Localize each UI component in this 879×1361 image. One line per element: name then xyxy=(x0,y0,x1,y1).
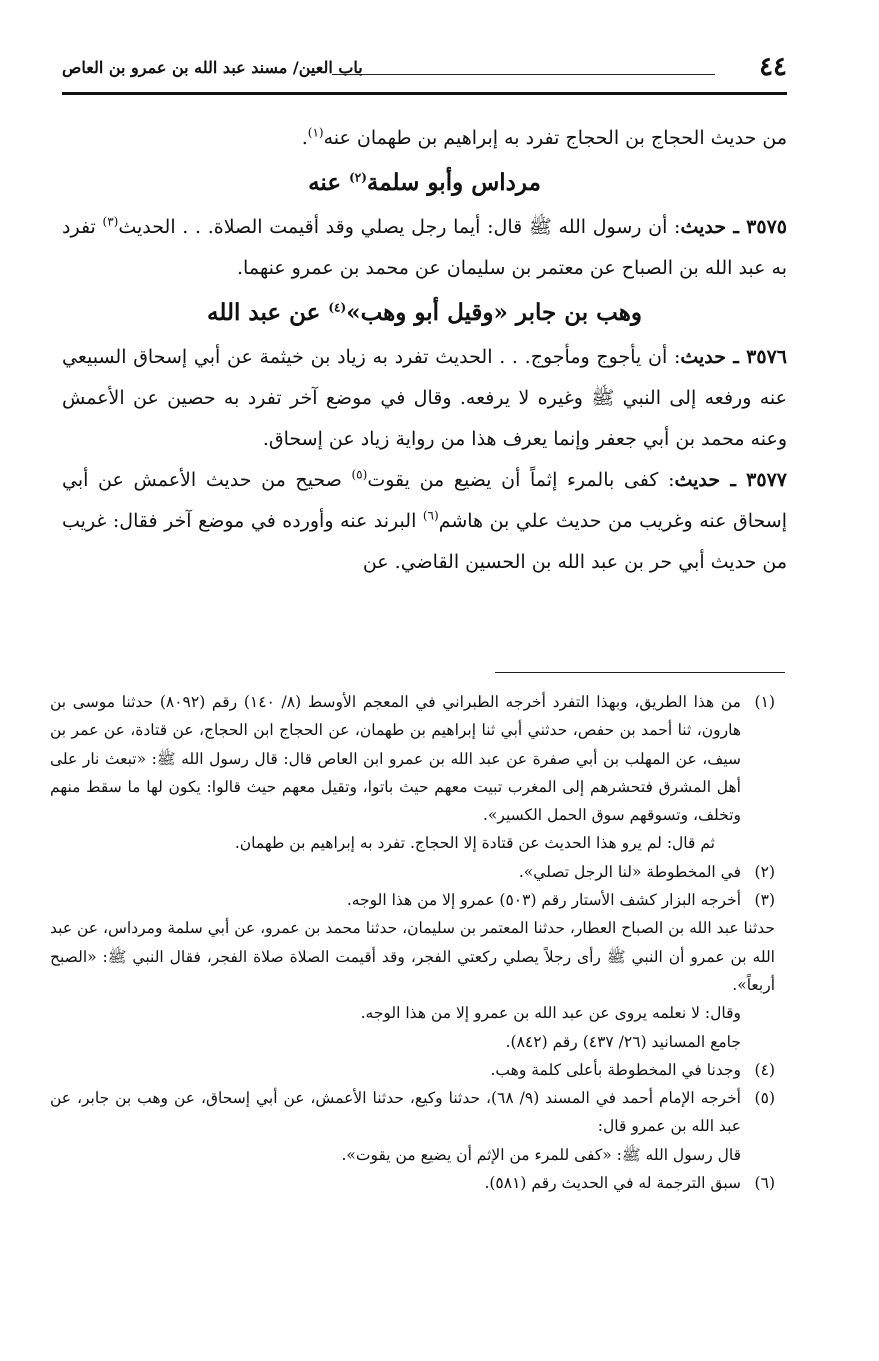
hadith-3575 xyxy=(62,207,787,289)
footnote-6-number: (٦) xyxy=(754,1174,775,1193)
footnote-5-number: (٥) xyxy=(754,1089,775,1108)
hadith-3577-text-b: صحيح من حديث الأعمش عن أبي إسحاق عنه وغريب من حديث علي بن هاشم xyxy=(62,469,787,532)
footnote-ref-6: (٦) xyxy=(422,508,439,523)
footnote-1-sub: ثم قال: لم يرو هذا الحديث عن قتادة إلا الحجاج. تفرد به إبراهيم بن طهمان. xyxy=(234,834,715,853)
footnote-6 xyxy=(50,1169,775,1197)
footnote-1-text: من هذا الطريق، وبهذا التفرد أخرجه الطبراني في المعجم الأوسط (٨/ ١٤٠) رقم (٨٠٩٢) حدثنا موسى بن هارون، ثنا أحمد بن حفص، حدثني أبي ثنا إبراهيم بن طهمان، عن الحجاج ابن الحجاج، عن قتادة، عن عمر بن سيف، عن المهلب بن أبي صفرة عن عبد الله بن عمرو ابن العاص قال: قال رسول الله ﷺ: «تبعث نار على أهل المشرق فتحشرهم إلى المغرب تبيت معهم حيث باتوا، وتقيل معهم حيث قالوا: يكون لها ما سقط منهم وتخلف، وتسوقهم سوق الحمل الكسير». xyxy=(50,693,741,825)
footnote-separator xyxy=(495,672,785,673)
footnote-ref-1: (١) xyxy=(307,125,324,140)
footnote-1 xyxy=(50,688,775,829)
header-rule xyxy=(62,92,787,95)
hadith-3577-text-c: البرند عنه وأورده في موضع آخر فقال: غريب من حديث أبي حر بن عبد الله بن الحسين القاضي. عن xyxy=(62,510,787,573)
hadith-3577 xyxy=(62,460,787,583)
footnote-1-number: (١) xyxy=(754,693,775,711)
heading-mirdas xyxy=(62,159,787,207)
hadith-3577-text-a: : كفى بالمرء إثماً أن يضيع من يقوت xyxy=(367,469,675,491)
page-number: ٤٤ xyxy=(759,52,787,82)
hadith-3576 xyxy=(62,337,787,460)
footnote-ref-3: (٣) xyxy=(102,214,119,229)
footnote-ref-5: (٥) xyxy=(351,467,368,482)
footnote-2-number: (٢) xyxy=(754,862,775,881)
footnote-3 xyxy=(50,886,775,914)
footnote-5-text: أخرجه الإمام أحمد في المسند (٩/ ٦٨)، حدثنا وكيع، حدثنا الأعمش، عن أبي إسحاق، عن وهب بن جابر، عن عبد الله بن عمرو قال: xyxy=(50,1089,741,1136)
footnote-ref-2: (٢) xyxy=(349,170,367,185)
footnote-ref-4: (٤) xyxy=(328,300,347,315)
footnote-2-text: في المخطوطة «لنا الرجل تصلي». xyxy=(518,862,741,881)
footnote-3-sub-2: جامع المسانيد (٢٦/ ٤٣٧) رقم (٨٤٢). xyxy=(505,1032,741,1051)
page-header xyxy=(62,52,787,92)
hadith-3576-number: ٣٥٧٦ ـ حديث xyxy=(680,346,787,368)
intro-paragraph xyxy=(62,118,787,159)
heading-wahb xyxy=(62,289,787,337)
hadith-3575-number: ٣٥٧٥ ـ حديث xyxy=(680,216,787,238)
footnote-4 xyxy=(50,1056,775,1084)
main-text xyxy=(62,118,787,583)
hadith-3576-text: : أن يأجوج ومأجوج. . . الحديث تفرد به زياد بن خيثمة عن أبي إسحاق السبيعي عنه ورفعه إلى النبي ﷺ وغيره لا يرفعه. وقال في موضع آخر تفرد به حصين عن الأعمش وعنه محمد بن أبي جعفر وإنما يعرف هذا من رواية زياد عن إسحاق. xyxy=(62,346,787,450)
footnote-4-text: وجدنا في المخطوطة بأعلى كلمة وهب. xyxy=(490,1060,741,1079)
footnote-5 xyxy=(50,1084,775,1141)
footnote-3-number: (٣) xyxy=(754,891,775,910)
footnote-6-text: سبق الترجمة له في الحديث رقم (٥٨١). xyxy=(484,1174,741,1193)
hadith-3577-number: ٣٥٧٧ ـ حديث xyxy=(674,469,787,491)
running-title: باب العين/ مسند عبد الله بن عمرو بن العاص xyxy=(62,58,363,77)
footnote-5-sub: قال رسول الله ﷺ: «كفى للمرء من الإثم أن يضيع من يقوت». xyxy=(341,1145,741,1164)
footnote-3-text: أخرجه البزار كشف الأستار رقم (٥٠٣) عمرو إلا من هذا الوجه. xyxy=(346,891,741,910)
heading-wahb-a: وهب بن جابر «وقيل أبو وهب» xyxy=(346,299,642,326)
header-dash-line xyxy=(332,74,715,75)
footnotes xyxy=(50,688,775,1197)
heading-mirdas-a: مرداس وأبو سلمة xyxy=(366,169,541,196)
intro-text: من حديث الحجاج بن الحجاج تفرد به إبراهيم بن طهمان عنه xyxy=(323,127,787,149)
footnote-4-number: (٤) xyxy=(754,1060,775,1079)
footnote-3-sub-1: وقال: لا نعلمه يروى عن عبد الله بن عمرو إلا من هذا الوجه. xyxy=(360,1004,741,1023)
hadith-3575-text-a: : أن رسول الله ﷺ قال: أيما رجل يصلي وقد أقيمت الصلاة. . . الحديث xyxy=(118,216,681,238)
hadith-3575-text-b: تفرد به عبد الله بن الصباح عن معتمر بن سليمان عن محمد بن عمرو عنهما. xyxy=(62,216,787,279)
heading-wahb-b: عن عبد الله xyxy=(207,299,321,326)
heading-mirdas-b: عنه xyxy=(308,169,342,196)
footnote-3-body: حدثنا عبد الله بن الصباح العطار، حدثنا المعتمر بن سليمان، حدثنا محمد بن عمرو، عن أبي سلمة ومرداس، عن عبد الله بن عمرو أن النبي ﷺ رأى رجلاً يصلي ركعتي الفجر، وقد أقيمت الصلاة صلاة الفجر، فقال النبي ﷺ: «الصبح أربعاً». xyxy=(50,919,775,994)
footnote-2 xyxy=(50,858,775,886)
intro-end: . xyxy=(301,127,308,149)
